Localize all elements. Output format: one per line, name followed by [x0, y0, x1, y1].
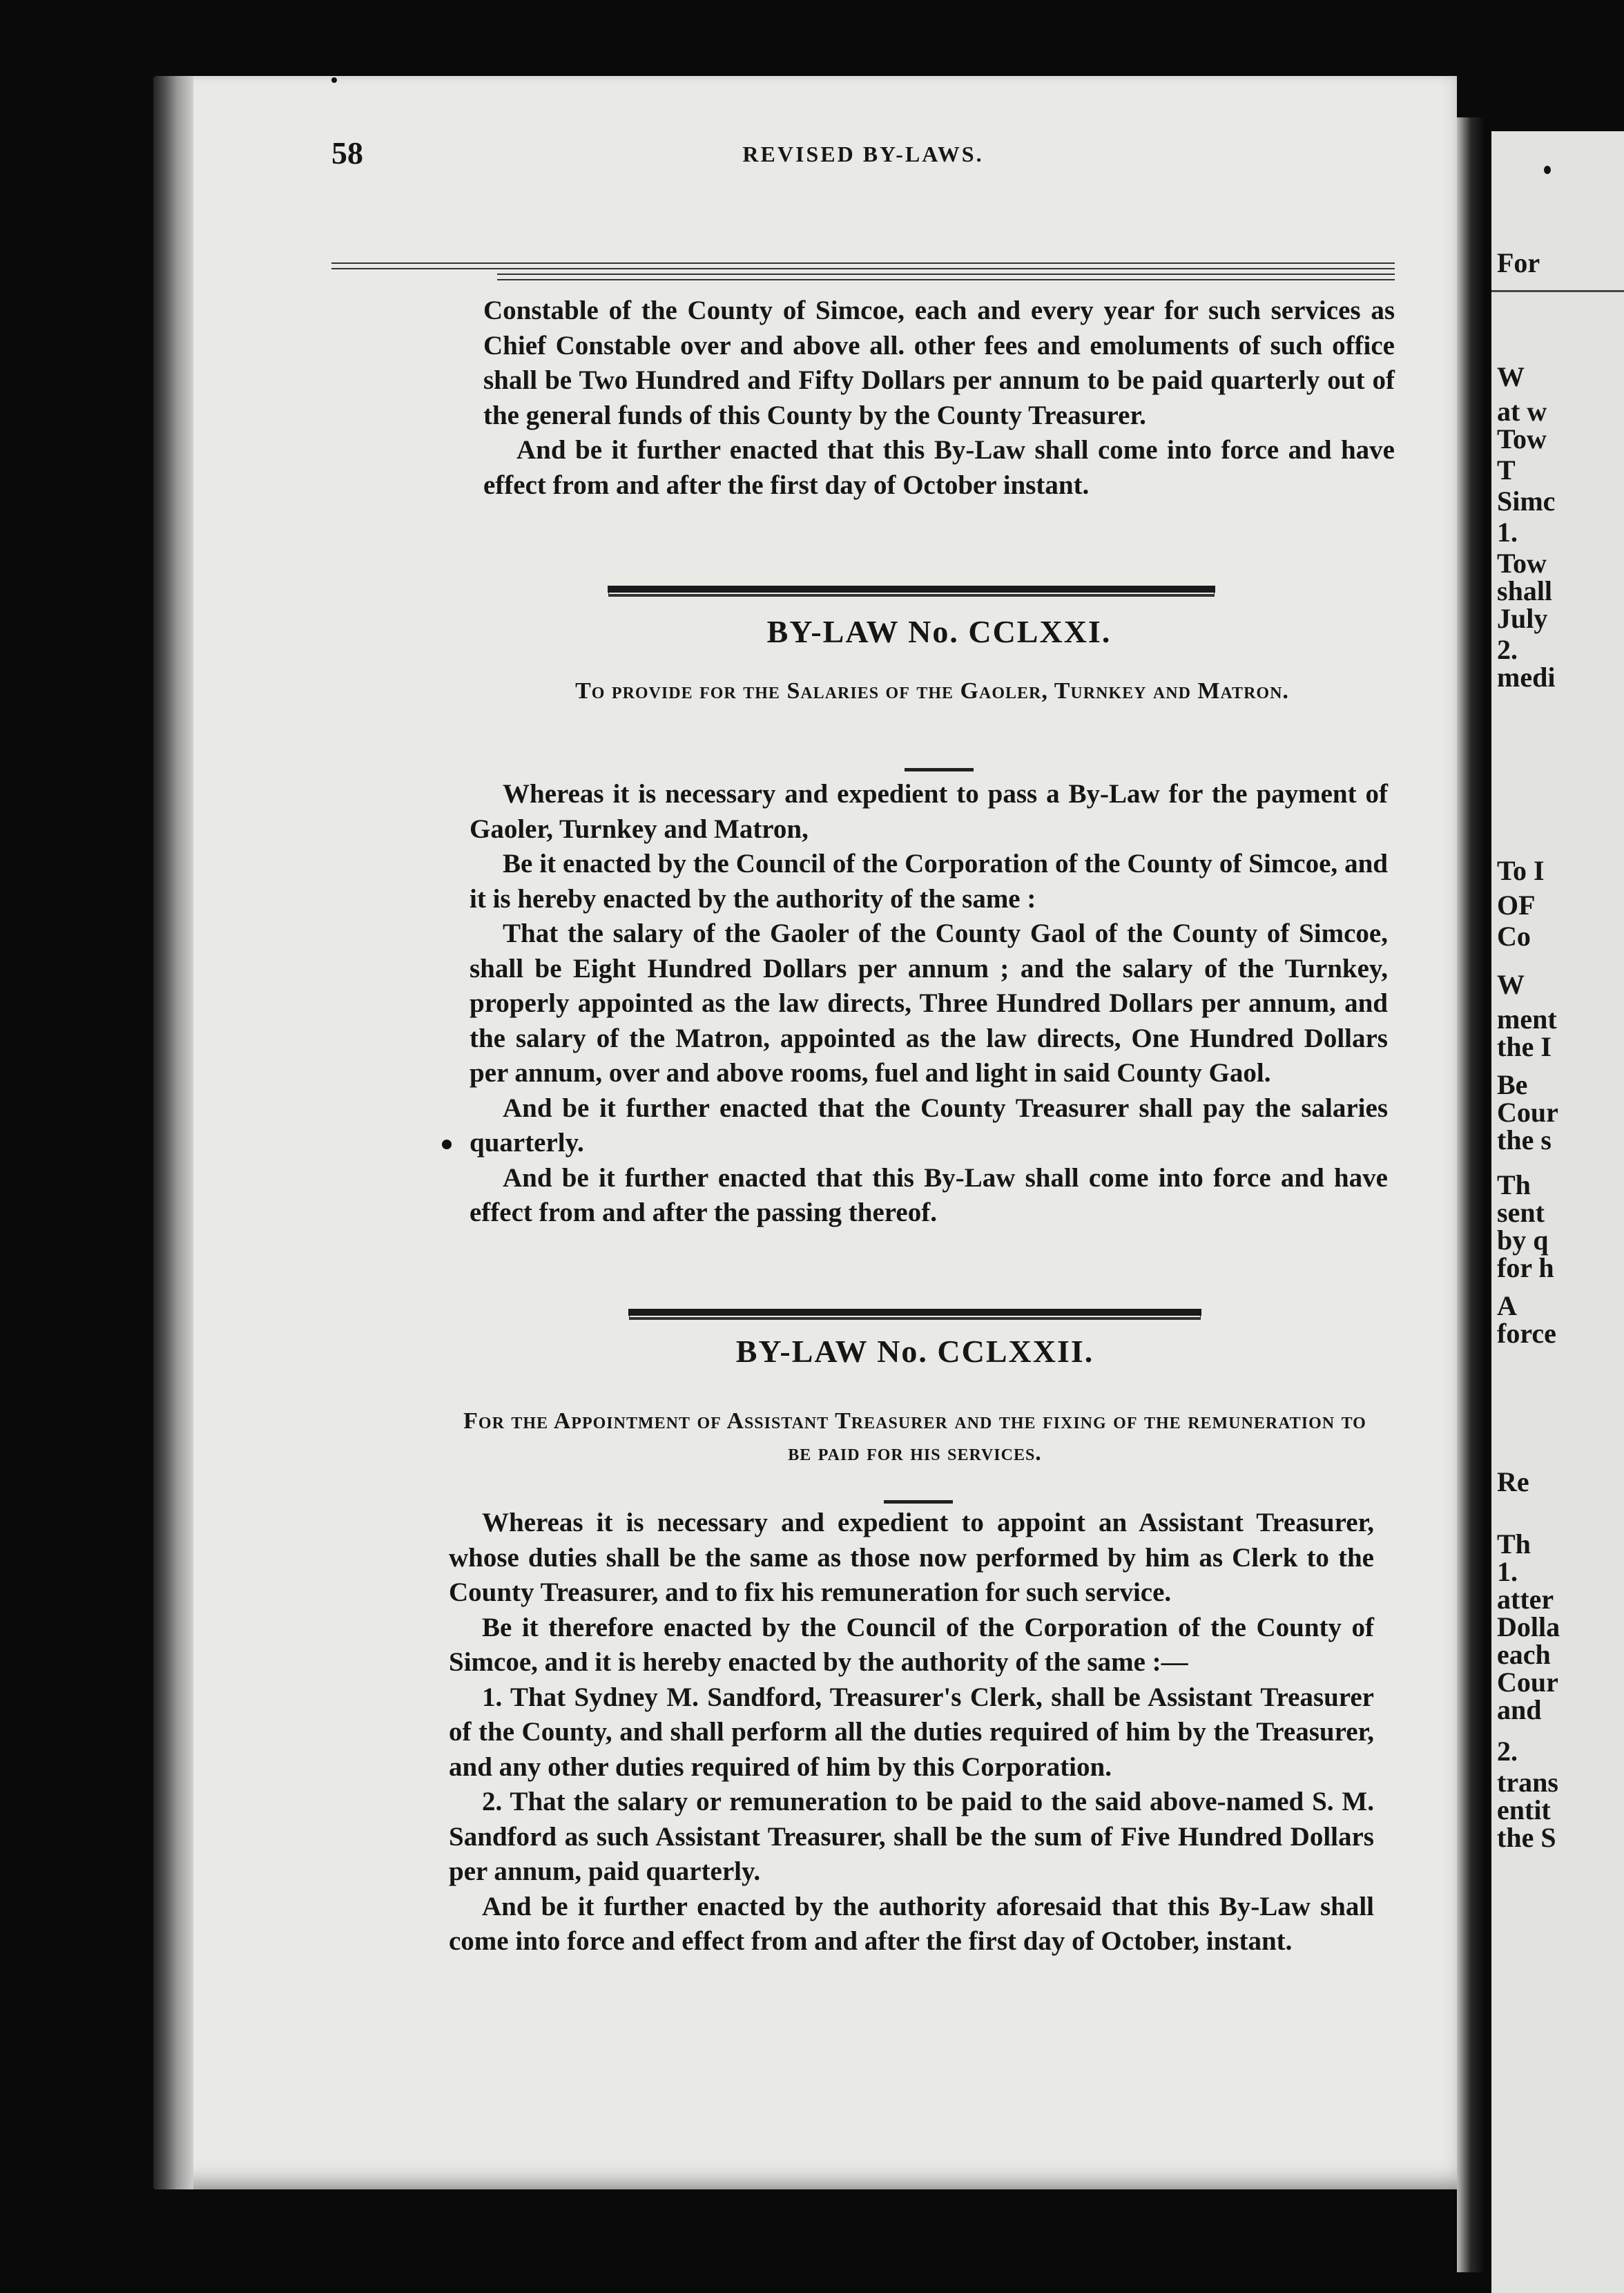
section-rule: [628, 1309, 1201, 1316]
facing-page-fragment: shall: [1497, 575, 1553, 606]
facing-page-fragment: A: [1497, 1290, 1517, 1321]
bylaw-body: [470, 777, 1388, 1231]
facing-page-fragment: the s: [1497, 1124, 1552, 1155]
page-number: 58: [331, 135, 363, 171]
facing-page-fragment: trans: [1497, 1767, 1558, 1798]
facing-page-fragment: Tow: [1497, 423, 1547, 454]
facing-page-fragment: For: [1497, 247, 1540, 278]
bylaw-title: BY-LAW No. CCLXXI.: [766, 614, 1112, 649]
facing-page-fragment: T: [1497, 454, 1516, 486]
header-rule: [331, 262, 1395, 269]
section-rule: [608, 586, 1215, 593]
facing-page-fragment: Be: [1497, 1069, 1528, 1100]
facing-page-fragment: Th: [1497, 1528, 1531, 1560]
bylaw-title: BY-LAW No. CCLXXII.: [735, 1334, 1094, 1369]
facing-page-fragment: Tow: [1497, 548, 1547, 579]
ink-speck: [331, 77, 337, 83]
ink-speck: [1544, 166, 1551, 174]
facing-page-fragment: force: [1497, 1318, 1556, 1349]
facing-page-fragment: Co: [1497, 921, 1531, 952]
facing-page-fragment: Simc: [1497, 486, 1556, 517]
paragraph: Whereas it is necessary and expedient to appoint an Assistant Treasurer, whose duties shall be the same as those now performed by him as Clerk to the County Treasurer, and to fix his remuneration for such service.: [449, 1508, 1374, 1607]
paragraph: And be it further enacted that the County Treasurer shall pay the salaries quarterly.: [470, 1093, 1388, 1158]
facing-page-fragment: 2.: [1497, 1736, 1518, 1767]
facing-page: [1491, 131, 1624, 2293]
facing-page-fragment: each: [1497, 1639, 1551, 1670]
facing-page-fragment: at w: [1497, 396, 1547, 427]
book-gutter: [1457, 117, 1485, 2272]
paragraph: Constable of the County of Simcoe, each and every year for such services as Chief Constable over and above all. other fees and emoluments of such office shall be Two Hundred and Fifty Dollars per annum to be paid quarterly out of the general funds of this County by the County Treasurer.: [483, 296, 1395, 430]
facing-page-fragment: for h: [1497, 1252, 1554, 1283]
facing-page-fragment: To I: [1497, 855, 1545, 886]
bylaw-subtitle: To provide for the Salaries of the Gaoler, Turnkey and Matron.: [575, 678, 1289, 704]
bylaw-subtitle: For the Appointment of Assistant Treasurer and the fixing of the remuneration to be paid for his services.: [463, 1408, 1366, 1466]
paragraph: And be it further enacted that this By-Law shall come into force and have effect from and after the first day of October instant.: [483, 435, 1395, 500]
facing-page-fragment: ment: [1497, 1004, 1557, 1035]
ink-speck: [442, 1140, 452, 1149]
facing-page-fragment: Dolla: [1497, 1611, 1560, 1642]
page-binding-edge: [153, 76, 193, 2189]
header-rule-second: [497, 274, 1395, 280]
paragraph: Be it therefore enacted by the Council of the Corporation of the County of Simcoe, and it is hereby enacted by the authority of the same :—: [449, 1612, 1374, 1677]
facing-page-fragment: Re: [1497, 1466, 1529, 1497]
facing-page-fragment: medi: [1497, 662, 1556, 693]
facing-page-fragment: the S: [1497, 1822, 1556, 1853]
paragraph: 2. That the salary or remuneration to be paid to the said above-named S. M. Sandford as such Assistant Treasurer, shall be the sum of Five Hundred Dollars per annum, paid quarterly.: [449, 1787, 1374, 1886]
facing-page-fragment: by q: [1497, 1225, 1549, 1256]
facing-page-fragment: July: [1497, 603, 1548, 634]
facing-page-fragment: Cour: [1497, 1667, 1558, 1698]
paragraph: And be it further enacted that this By-Law shall come into force and have effect from and after the passing thereof.: [470, 1162, 1388, 1227]
page-header: [331, 135, 1395, 176]
short-divider: [884, 1500, 953, 1504]
paragraph: 1. That Sydney M. Sandford, Treasurer's Clerk, shall be Assistant Treasurer of the County, and shall perform all the duties required of him by the Treasurer, and any other duties required of him by this Corporation.: [449, 1682, 1374, 1782]
facing-page-fragment: W: [1497, 361, 1525, 392]
running-title: REVISED BY-LAWS.: [742, 142, 984, 166]
bylaw-body: [449, 1506, 1374, 1959]
facing-page-fragment: the I: [1497, 1031, 1552, 1062]
facing-page-fragment: 2.: [1497, 634, 1518, 665]
facing-page-fragment: OF: [1497, 890, 1536, 921]
facing-page-fragment: Cour: [1497, 1097, 1558, 1128]
short-divider: [905, 768, 974, 771]
paragraph: Whereas it is necessary and expedient to pass a By-Law for the payment of Gaoler, Turnkey and Matron,: [470, 779, 1388, 844]
paragraph: That the salary of the Gaoler of the County Gaol of the County of Simcoe, shall be Eight Hundred Dollars per annum ; and the salary of the Turnkey, properly appointed as the law directs, Three Hundred Dollars per annum, and the salary of the Matron, appointed as the law directs, One Hundred Dollars per annum, over and above rooms, fuel and light in said County Gaol.: [470, 919, 1388, 1088]
facing-page-fragment: W: [1497, 969, 1525, 1000]
facing-page-fragment: atter: [1497, 1584, 1554, 1615]
facing-page-fragment: 1.: [1497, 517, 1518, 548]
facing-page-fragment: Th: [1497, 1169, 1531, 1200]
facing-page-fragment: entit: [1497, 1794, 1551, 1825]
facing-page-fragment: sent: [1497, 1197, 1545, 1228]
paragraph: Be it enacted by the Council of the Corporation of the County of Simcoe, and it is hereby enacted by the authority of the same :: [470, 849, 1388, 914]
facing-page-fragment: 1.: [1497, 1556, 1518, 1587]
paragraph: And be it further enacted by the authority aforesaid that this By-Law shall come into force and effect from and after the first day of October, instant.: [449, 1891, 1374, 1956]
facing-page-rule: [1491, 290, 1624, 292]
continued-text: [483, 294, 1395, 503]
facing-page-fragment: and: [1497, 1694, 1542, 1725]
